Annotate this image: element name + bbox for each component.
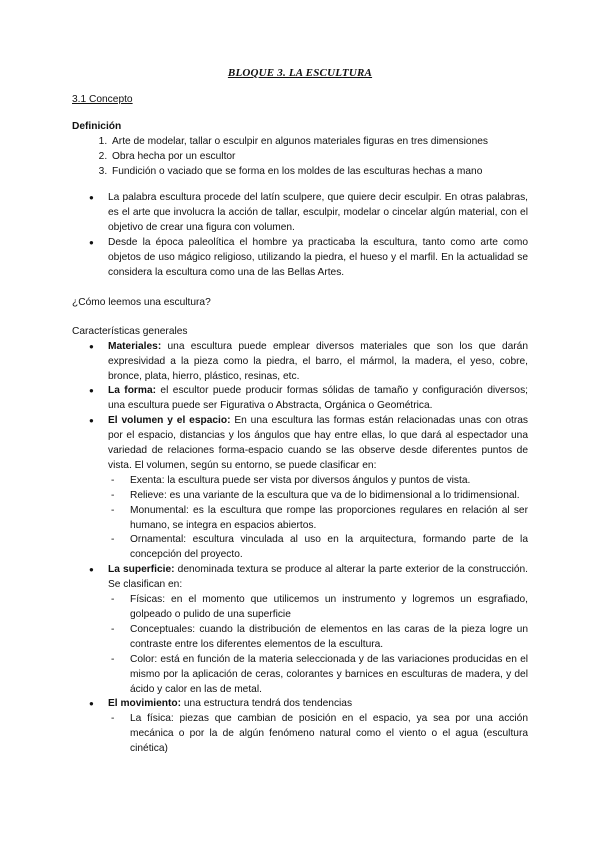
characteristics-heading: Características generales — [72, 325, 188, 337]
characteristic-volumen — [108, 414, 528, 563]
characteristic-text: denominada textura se produce al alterar la parte exterior de la construcción. Se clasifican en: — [108, 564, 528, 591]
characteristics-list — [72, 340, 528, 757]
document-title: BLOQUE 3. LA ESCULTURA — [227, 67, 373, 79]
characteristic-text: el escultor puede producir formas sólidas de tamaño y configuración diversos; una escultura puede ser Figurativa o Abstracta, Orgánica o Geométrica. — [108, 385, 529, 412]
intro-bullet: ● La palabra escultura procede del latín sculpere, que quiere decir esculpir. En otras palabras, es el arte que involucra la acción de tallar, esculpir, modelar o cincelar algún material, con el objetivo de crear una figura con volumen. — [108, 191, 528, 236]
section-heading: 3.1 Concepto — [72, 93, 133, 105]
superficie-sublist — [108, 593, 528, 697]
volumen-subitem: - Monumental: es la escultura que rompe las proporciones regulares en relación al ser humano, se integra en espacios abiertos. — [130, 504, 528, 534]
movimiento-sublist — [108, 712, 528, 757]
superficie-subitem: - Conceptuales: cuando la distribución de elementos en las caras de la pieza logre un contraste entre los diferentes elementos de la escultura. — [130, 623, 528, 653]
volumen-sublist — [108, 474, 528, 563]
characteristic-superficie — [108, 563, 528, 697]
document-page — [72, 66, 528, 757]
volumen-subitem: - Relieve: es una variante de la escultura que va de lo bidimensional a lo tridimensional. — [130, 489, 528, 504]
characteristic-forma — [108, 384, 528, 414]
volumen-subitem: - Exenta: la escultura puede ser vista por diversos ángulos y puntos de vista. — [130, 474, 528, 489]
definition-item: 2. Obra hecha por un escultor — [110, 150, 528, 165]
definition-heading: Definición — [72, 120, 122, 132]
definition-item: 3. Fundición o vaciado que se forma en los moldes de las esculturas hechas a mano — [110, 165, 528, 180]
question-line: ¿Cómo leemos una escultura? — [72, 296, 211, 308]
characteristic-label: El volumen y el espacio: — [108, 415, 231, 427]
movimiento-subitem: - La física: piezas que cambian de posición en el espacio, ya sea por una acción mecánica o por la de algún fenómeno natural como el viento o el agua (escultura cinética) — [130, 712, 528, 757]
superficie-subitem: - Color: está en función de la materia seleccionada y de las variaciones producidas en el mismo por la aplicación de ceras, colorantes y barnices en esculturas de madera, y del ácido y calor en las de metal. — [130, 653, 528, 698]
intro-bullet: ● Desde la época paleolítica el hombre ya practicaba la escultura, tanto como arte como objetos de uso mágico religioso, utilizando la piedra, el hueso y el marfil. En la actualidad se considera la escultura como una de las Bellas Artes. — [108, 236, 528, 281]
characteristic-text: una escultura puede emplear diversos materiales que son los que darán expresividad a la pieza como la piedra, el barro, el mármol, la madera, el yeso, cobre, bronce, plata, hierro, plástico, resinas, etc. — [108, 340, 528, 382]
definition-list — [72, 135, 528, 180]
definition-item: 1. Arte de modelar, tallar o esculpir en algunos materiales figuras en tres dimensiones — [110, 135, 528, 150]
characteristic-movimiento — [108, 697, 528, 757]
intro-bullet-list — [72, 191, 528, 280]
characteristic-materiales — [108, 340, 528, 385]
volumen-subitem: - Ornamental: escultura vinculada al uso en la arquitectura, formando parte de la concepción del proyecto. — [130, 533, 528, 563]
characteristic-label: La forma: — [108, 385, 157, 397]
characteristic-text: En una escultura las formas están relacionadas unas con otras por el espacio, distancias y los ángulos que hay entre ellas, lo que dará al espectador una variedad de relaciones forma-espacio cuando se las observe desde diferentes puntos de vista. El volumen, según su entorno, se puede clasificar en: — [108, 415, 528, 471]
characteristic-label: La superficie: — [108, 564, 175, 576]
superficie-subitem: - Físicas: en el momento que utilicemos un instrumento y logremos un esgrafiado, golpeado o pulido de una superficie — [130, 593, 528, 623]
characteristic-text: una estructura tendrá dos tendencias — [181, 698, 353, 710]
characteristic-label: Materiales: — [108, 340, 162, 352]
characteristic-label: El movimiento: — [108, 698, 182, 710]
